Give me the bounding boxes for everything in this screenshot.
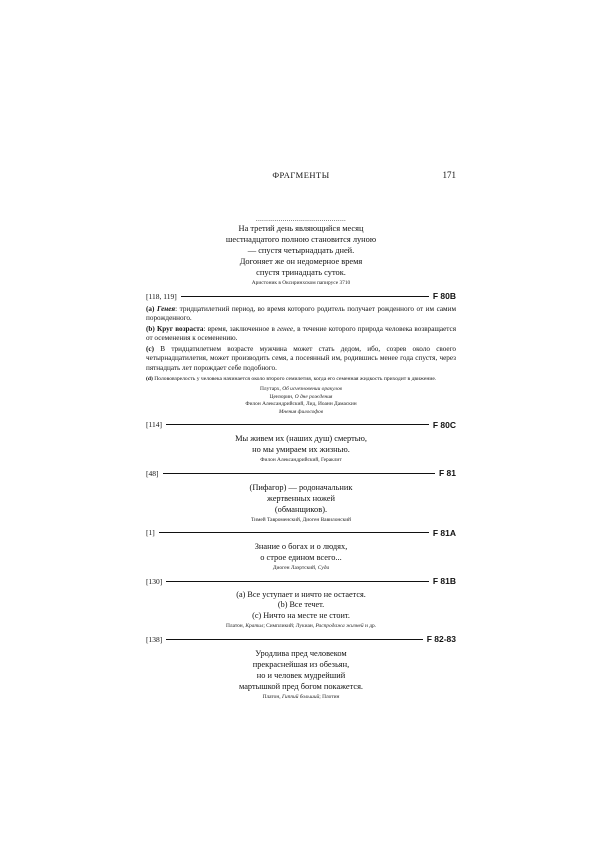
paragraph-a — [146, 305, 456, 324]
page-number: 171 — [442, 170, 456, 180]
source-author: Платон, — [262, 693, 282, 700]
fragment-code: F 82-83 — [426, 634, 456, 645]
verse-line: жертвенных ножей — [267, 493, 335, 503]
divider-rule — [159, 532, 429, 533]
running-title: ФРАГМЕНТЫ — [272, 170, 330, 180]
para-label: (d) — [146, 375, 153, 382]
term: Генея — [156, 304, 176, 313]
fragment-source — [146, 401, 456, 409]
verse-line: шестнадцатого полною становится луною — [225, 235, 377, 244]
source-author: Цензорин, — [269, 393, 295, 400]
source-author: ; Плотин — [319, 693, 340, 700]
source-work: Распродажа жизней — [315, 623, 364, 630]
fragment-code: F 80C — [432, 419, 456, 430]
fragment-divider — [146, 468, 456, 479]
verse-line: (b) Все течет. — [277, 600, 325, 610]
fragment-80c — [146, 433, 456, 465]
paragraph-b — [146, 325, 456, 344]
source-work: Кратил — [245, 623, 264, 630]
verse-line: Догоняет же он недомерное время — [239, 257, 363, 266]
fragment-source: Аристоник в Оксиринхском папирусе 3710 — [251, 280, 351, 286]
page-header — [146, 170, 456, 184]
fragment-code: F 80B — [432, 291, 456, 301]
verse-line: Уродлива пред человеком — [255, 648, 347, 658]
fragment-source — [146, 694, 456, 702]
fragment-source — [146, 394, 456, 402]
verse-line: прекраснейшая из обезьян, — [252, 659, 350, 669]
verse-line: о строе едином всего... — [260, 553, 342, 563]
fragment-81 — [146, 482, 456, 525]
para-text: : время, заключенное в — [203, 324, 278, 333]
fragment-source: Тимей Тавроменский, Диоген Вавилонский — [250, 516, 352, 523]
source-author: ; Симпликий; Лукиан, — [263, 623, 316, 630]
ellipsis-line: ............................................ — [255, 215, 347, 223]
paragraph-d — [146, 376, 456, 383]
fragment-source — [146, 386, 456, 394]
verse-line: (Пифагор) — родоначальник — [249, 482, 353, 492]
verse-line: (а) Все уступает и ничто не остается. — [236, 589, 366, 599]
reference-number: [130] — [146, 576, 163, 586]
fragment-82-83 — [146, 648, 456, 702]
divider-rule — [166, 639, 422, 640]
verse-line: но мы умираем их жизнью. — [252, 445, 350, 455]
fragment-divider — [146, 634, 456, 645]
divider-rule — [181, 296, 429, 297]
verse-line: (обманщиков). — [274, 504, 328, 514]
paragraph-c — [146, 345, 456, 374]
source-author: Диоген Лаэртский, — [272, 565, 318, 572]
para-text: В тридцатилетнем возрасте мужчина может стать дедом, ибо, созрев около своего четырнадцатилетия, может производить семя, а посеянный им, родившись менее года спустя, через пятнадцать лет порождает себе подобного. — [146, 344, 456, 373]
fragment-source — [146, 623, 456, 631]
page-content — [146, 215, 456, 701]
divider-rule — [166, 424, 429, 425]
para-label: (с) — [146, 344, 154, 353]
fragment-source — [146, 409, 456, 417]
source-author: Платон, — [225, 623, 246, 630]
fragment-code: F 81B — [432, 576, 456, 587]
fragment-81b — [146, 590, 456, 631]
para-italic: генее — [277, 324, 294, 333]
verse-line: мартышкой пред богом покажется. — [238, 681, 364, 691]
verse-line: Мы живем их (наших душ) смертью, — [235, 434, 367, 444]
para-text: : тридцатилетний период, во время которого родитель получает рожденного от им самим порожденного. — [146, 304, 457, 323]
source-work: Об исчезновении оракулов — [282, 386, 342, 393]
verse-line: (с) Ничто на месте не стоит. — [252, 610, 350, 620]
fragment-source: Филон Александрийский, Гераклит — [260, 457, 342, 464]
source-work: Мнения философов — [278, 408, 324, 415]
reference-number: [138] — [146, 634, 163, 644]
term: Круг возраста — [157, 324, 204, 333]
verse-line: но и человек мудрейший — [256, 670, 346, 680]
source-author: и др. — [363, 623, 376, 630]
reference-number: [1] — [146, 528, 155, 538]
fragment-divider — [146, 419, 456, 430]
fragment-source — [146, 565, 456, 573]
para-text: Полововзрелость у человека начинается около второго семилетия, когда его семенная жидкость приходит в движение. — [152, 375, 437, 382]
verse-line: Знание о богах и о людях, — [254, 542, 348, 552]
fragment-80b — [146, 305, 456, 417]
fragment-divider — [146, 576, 456, 587]
source-work: Суда — [317, 565, 330, 572]
fragment-sources — [146, 386, 456, 416]
source-author: Плутарх, — [260, 386, 283, 393]
fragment-divider — [146, 291, 456, 302]
verse-line: — спустя четырнадцать дней. — [247, 246, 355, 255]
fragment-79 — [146, 215, 456, 288]
verse-line: На третий день являющийся месяц — [238, 224, 364, 233]
para-label: (а) — [146, 304, 155, 313]
fragment-code: F 81A — [432, 527, 456, 538]
divider-rule — [163, 473, 435, 474]
reference-number: [118, 119] — [146, 291, 177, 301]
source-author: Филон Александрийский, Лид, Иоанн Дамаскин — [245, 401, 357, 408]
fragment-81a — [146, 541, 456, 573]
para-text: , в течение которого природа человека возвращается от осеменения к осеменению. — [146, 324, 457, 343]
reference-number: [114] — [146, 420, 162, 430]
source-work: Гиппий больший — [281, 693, 320, 700]
divider-rule — [166, 581, 429, 582]
verse-line: спустя тринадцать суток. — [256, 268, 346, 277]
fragment-code: F 81 — [438, 468, 456, 479]
para-label: (b) — [146, 324, 155, 333]
fragment-divider — [146, 527, 456, 538]
reference-number: [48] — [146, 468, 159, 478]
source-work: О дне рождения — [294, 393, 333, 400]
